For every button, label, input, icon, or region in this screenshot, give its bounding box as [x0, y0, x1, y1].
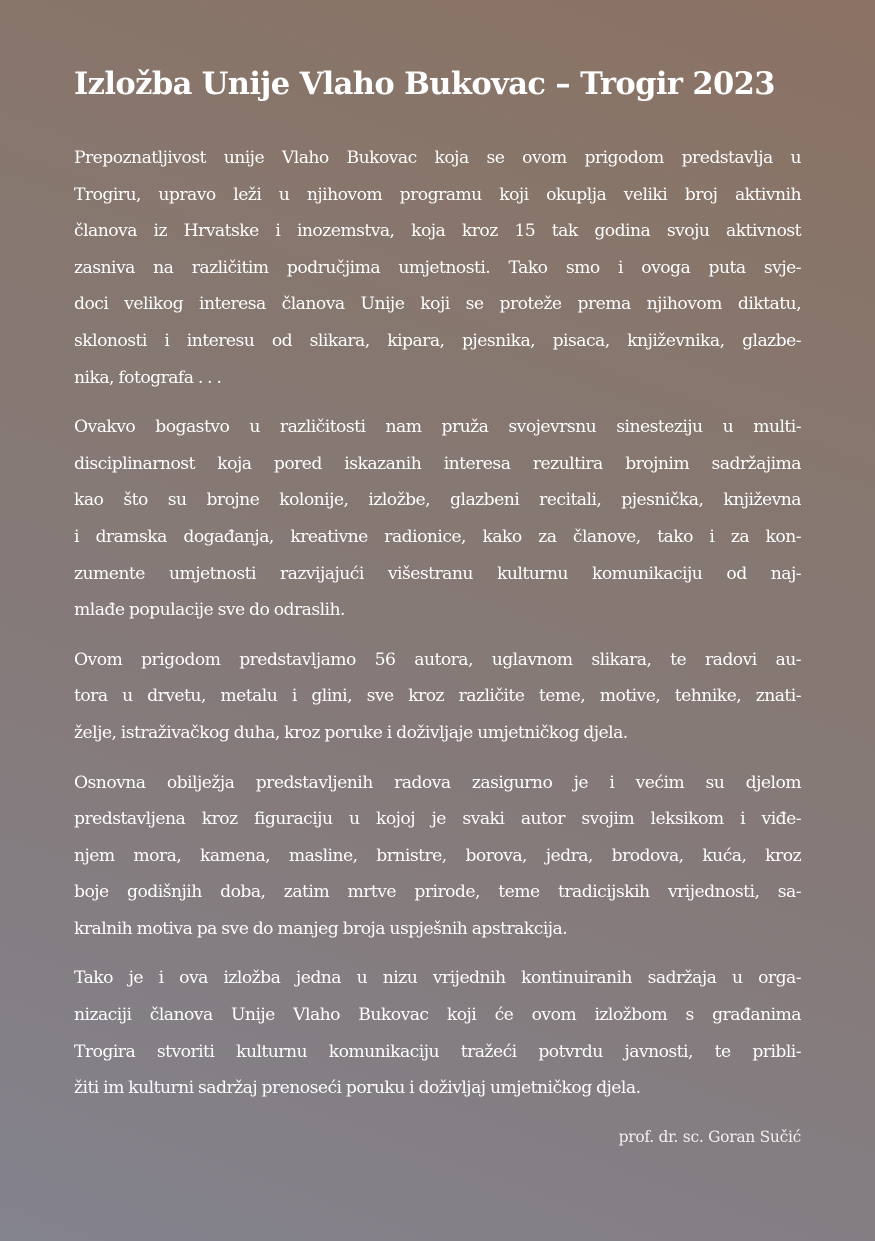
paragraph	[74, 960, 801, 1106]
text-line: Tako je i ova izložba jedna u nizu vrijednih kontinuiranih sadržaja u orga-	[74, 968, 801, 989]
text-line: članova iz Hrvatske i inozemstva, koja kroz 15 tak godina svoju aktivnost	[74, 221, 801, 242]
text-line: sklonosti i interesu od slikara, kipara, pjesnika, pisaca, književnika, glazbe-	[74, 330, 801, 351]
text-line: njem mora, kamena, masline, brnistre, borova, jedra, brodova, kuća, kroz	[74, 845, 801, 866]
text-line: Prepoznatljivost unije Vlaho Bukovac koja se ovom prigodom predstavlja u	[74, 148, 801, 168]
paragraph	[74, 765, 801, 948]
text-line: Osnovna obilježja predstavljenih radova zasigurno je i većim su djelom	[74, 772, 801, 793]
text-line: tora u drvetu, metalu i glini, sve kroz različite teme, motive, tehnike, znati-	[74, 686, 801, 707]
text-line: mlađe populacije sve do odraslih.	[74, 600, 345, 621]
text-line: predstavljena kroz figuraciju u kojoj je svaki autor svojim leksikom i viđe-	[74, 809, 801, 830]
text-line: nizaciji članova Unije Vlaho Bukovac koji će ovom izložbom s građanima	[74, 1005, 801, 1026]
text-line: želje, istraživačkog duha, kroz poruke i doživljaje umjetničkog djela.	[74, 722, 628, 743]
text-line: boje godišnjih doba, zatim mrtve prirode, teme tradicijskih vrijednosti, sa-	[74, 882, 801, 903]
paragraph	[74, 642, 801, 752]
author-signature: prof. dr. sc. Goran Sučić	[618, 1127, 801, 1146]
document-body	[74, 140, 801, 1107]
document-title: Izložba Unije Vlaho Bukovac – Trogir 2023	[74, 66, 775, 102]
text-line: Trogiru, upravo leži u njihovom programu koji okuplja veliki broj aktivnih	[74, 184, 801, 205]
text-line: i dramska događanja, kreativne radionice, kako za članove, tako i za kon-	[74, 526, 801, 547]
text-line: disciplinarnost koja pored iskazanih interesa rezultira brojnim sadržajima	[74, 453, 801, 474]
text-line: zumente umjetnosti razvijajući višestranu kulturnu komunikaciju od naj-	[74, 563, 801, 584]
text-line: zasniva na različitim područjima umjetnosti. Tako smo i ovoga puta svje-	[74, 257, 801, 278]
text-line: žiti im kulturni sadržaj prenoseći poruku i doživljaj umjetničkog djela.	[74, 1078, 641, 1099]
text-line: Ovakvo bogastvo u različitosti nam pruža svojevrsnu sinesteziju u multi-	[74, 417, 801, 438]
text-line: Trogira stvoriti kulturnu komunikaciju tražeći potvrdu javnosti, te pribli-	[74, 1041, 801, 1062]
document-page	[74, 62, 801, 1149]
text-line: Ovom prigodom predstavljamo 56 autora, uglavnom slikara, te radovi au-	[74, 649, 801, 670]
paragraph	[74, 140, 801, 396]
text-line: kao što su brojne kolonije, izložbe, glazbeni recitali, pjesnička, književna	[74, 490, 801, 511]
text-line: nika, fotografa . . .	[74, 367, 222, 388]
text-line: doci velikog interesa članova Unije koji se proteže prema njihovom diktatu,	[74, 294, 801, 315]
paragraph	[74, 409, 801, 629]
text-line: kralnih motiva pa sve do manjeg broja uspješnih apstrakcija.	[74, 918, 568, 939]
